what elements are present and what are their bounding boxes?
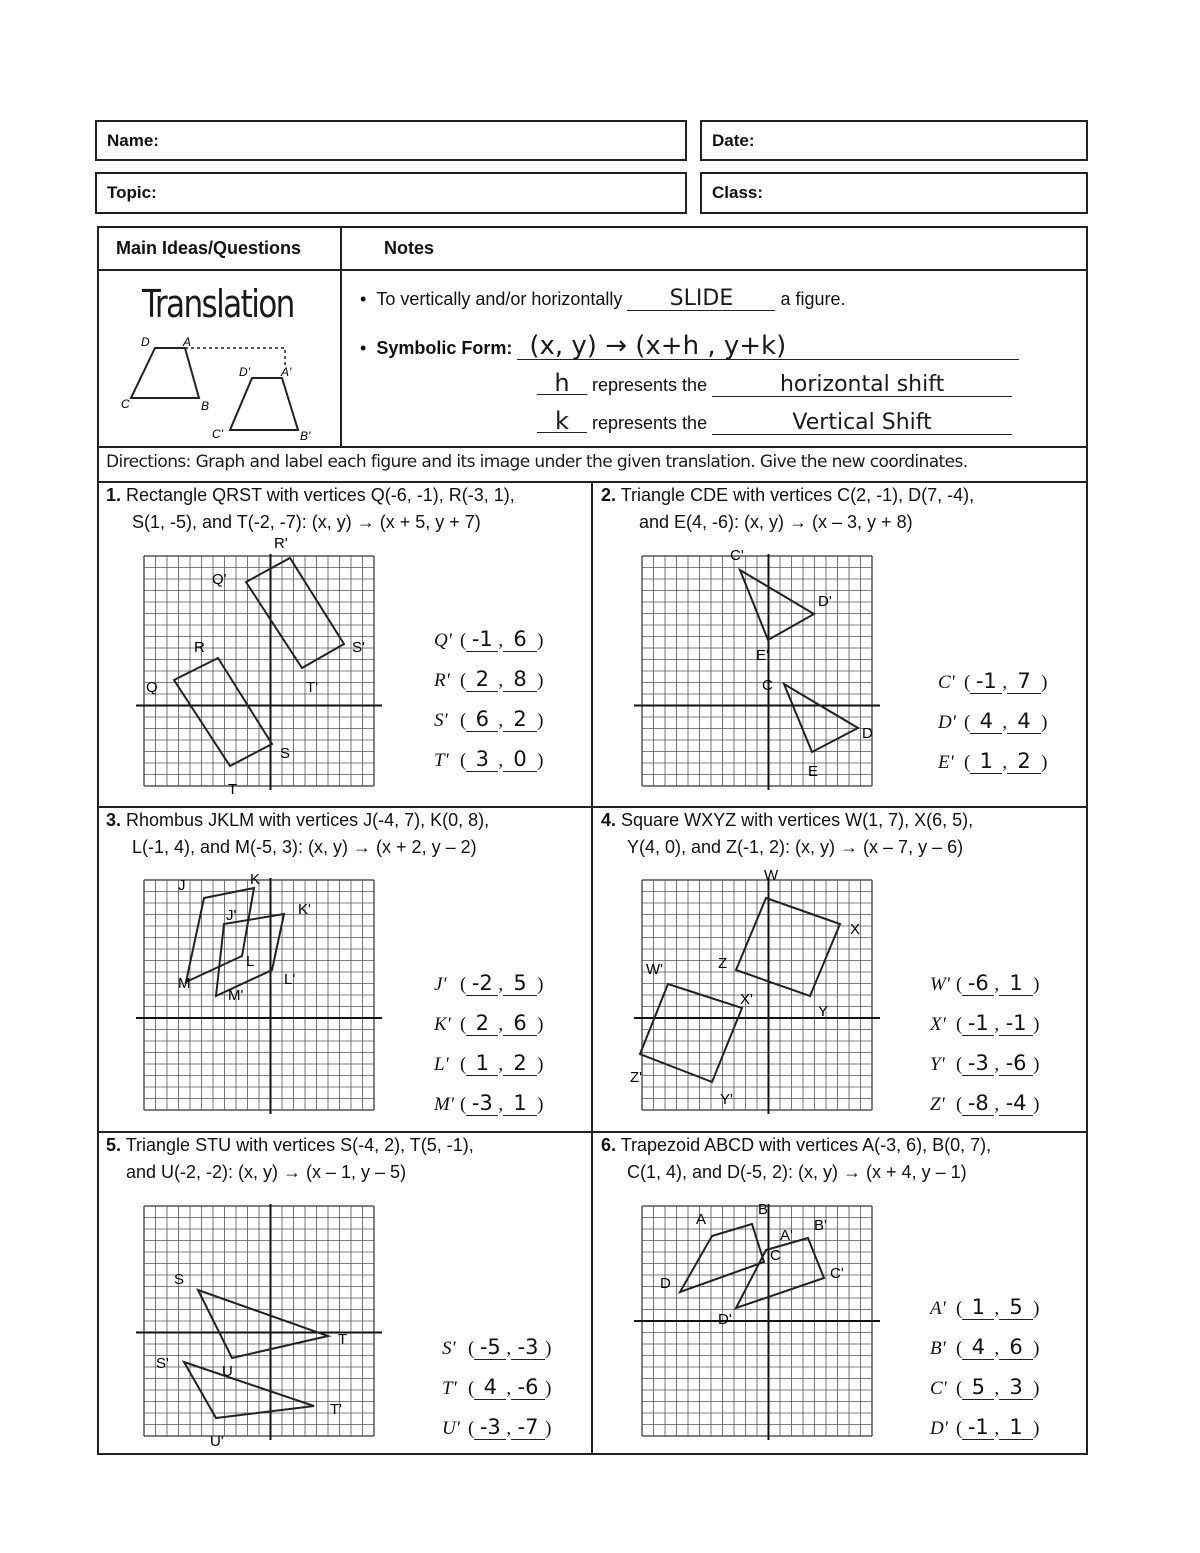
h-answer: horizontal shift — [712, 374, 1012, 397]
answer-y[interactable]: 5 — [999, 1295, 1033, 1320]
rect-QRST — [174, 658, 272, 766]
problem-4-figures — [632, 858, 882, 1128]
name-label: Name: — [107, 131, 159, 150]
p4-label-Y: Y — [818, 1003, 829, 1020]
answer-row: Y' ( -3 , -6 ) — [930, 1051, 1040, 1075]
class-field[interactable] — [700, 172, 1088, 214]
p2-label-C: C — [762, 677, 773, 694]
answer-y[interactable]: 0 — [503, 747, 537, 772]
p2-label-C-prime: C' — [730, 547, 744, 564]
problem-5-line1: Triangle STU with vertices S(-4, 2), T(5, -1), — [125, 1135, 474, 1155]
tri-CDE-prime — [740, 570, 814, 640]
bullet-1: • To vertically and/or horizontally SLIDE a figure. — [360, 286, 846, 311]
answer-x[interactable]: -3 — [466, 1091, 498, 1116]
answer-label: K' — [434, 1014, 451, 1035]
answer-y[interactable]: 6 — [503, 1011, 537, 1036]
date-label: Date: — [712, 131, 755, 150]
answer-row: B' ( 4 , 6 ) — [930, 1335, 1040, 1359]
problem-6-answers — [930, 1280, 1039, 1440]
p3-label-J-prime: J' — [226, 907, 237, 924]
p6-label-D-prime: D' — [718, 1311, 732, 1328]
problem-5-figures — [134, 1184, 384, 1454]
bullet1-post: a figure. — [780, 289, 846, 309]
p3-label-K: K — [250, 871, 261, 888]
answer-label: R' — [434, 670, 450, 691]
p5-label-U: U — [222, 1363, 233, 1380]
answer-x[interactable]: 5 — [962, 1375, 994, 1400]
answer-row: X' ( -1 , -1 ) — [930, 1011, 1040, 1035]
answer-y[interactable]: 6 — [503, 627, 537, 652]
symbolic-form-answer: (x, y) → (x+h , y+k) — [517, 333, 1019, 360]
answer-label: Y' — [930, 1054, 945, 1075]
class-label: Class: — [712, 183, 764, 202]
answer-y[interactable]: -1 — [999, 1011, 1033, 1036]
answer-y[interactable]: 3 — [999, 1375, 1033, 1400]
problem-3-figures — [134, 858, 384, 1128]
p3-label-K-prime: K' — [298, 901, 311, 918]
name-field[interactable] — [95, 120, 687, 161]
fig-label-D: D — [141, 335, 150, 349]
problem-5-number: 5. — [106, 1135, 122, 1155]
problem-2-line1: Triangle CDE with vertices C(2, -1), D(7, -4), — [620, 485, 975, 505]
answer-label: S' — [434, 710, 448, 731]
problem-4-line2: Y(4, 0), and Z(-1, 2): (x, y) → (x – 7, y – 6) — [627, 837, 964, 857]
p4-label-W: W — [764, 867, 779, 884]
problem-5-answers — [442, 1320, 551, 1440]
p4-label-X-prime: X' — [740, 991, 753, 1008]
p6-label-D: D — [660, 1275, 671, 1292]
translation-dashed-arrow — [185, 348, 285, 366]
h-text: represents the — [592, 375, 708, 395]
answer-x[interactable]: 1 — [962, 1295, 994, 1320]
k-variable: k — [537, 410, 587, 433]
answer-row: C' ( -1 , 7 ) — [938, 669, 1048, 693]
answer-x[interactable]: 4 — [962, 1335, 994, 1360]
p6-label-B-prime: B' — [814, 1217, 827, 1234]
answer-y[interactable]: 7 — [1007, 669, 1041, 694]
tri-CDE — [784, 684, 858, 752]
p1-label-S-prime: S' — [352, 639, 365, 656]
col1-header: Main Ideas/Questions — [116, 238, 302, 258]
p5-label-S-prime: S' — [156, 1355, 169, 1372]
answer-label: D' — [930, 1418, 948, 1439]
answer-x[interactable]: 4 — [970, 709, 1002, 734]
p5-label-T-prime: T' — [330, 1401, 343, 1418]
answer-x[interactable]: 6 — [466, 707, 498, 732]
p1-label-T: T — [228, 781, 238, 798]
answer-y[interactable]: -4 — [999, 1091, 1033, 1116]
answer-row: K' ( 2 , 6 ) — [434, 1011, 544, 1035]
answer-y[interactable]: -7 — [511, 1415, 545, 1440]
p1-label-T-prime: T' — [306, 679, 319, 696]
p3-label-L: L — [246, 953, 255, 970]
p3-label-M-prime: M' — [228, 987, 244, 1004]
p3-label-M: M — [178, 975, 191, 992]
p3-label-J: J — [178, 877, 186, 894]
answer-label: Z' — [930, 1094, 945, 1115]
answer-x[interactable]: -1 — [466, 627, 498, 652]
square-WXYZ — [736, 898, 840, 996]
trapezoid-image — [230, 378, 298, 430]
problem-1-figures — [134, 530, 384, 800]
answer-label: W' — [930, 974, 950, 995]
h-line — [537, 369, 1012, 397]
answer-y[interactable]: 1 — [503, 1091, 537, 1116]
fig-label-A-prime: A' — [281, 365, 292, 379]
bullet1-answer: SLIDE — [627, 288, 775, 311]
rule-col-notes — [340, 226, 342, 447]
answer-y[interactable]: 1 — [999, 971, 1033, 996]
answer-label: T' — [442, 1378, 457, 1399]
h-variable: h — [537, 372, 587, 395]
answer-y[interactable]: 8 — [503, 667, 537, 692]
problem-2-number: 2. — [601, 485, 617, 505]
answer-row: Q' ( -1 , 6 ) — [434, 627, 544, 651]
p6-label-B: B — [758, 1201, 769, 1218]
trapezoid-original — [131, 348, 199, 398]
col2-header: Notes — [384, 238, 435, 258]
answer-label: U' — [442, 1418, 460, 1439]
answer-label: X' — [930, 1014, 946, 1035]
answer-y[interactable]: -6 — [511, 1375, 545, 1400]
problem-6-number: 6. — [601, 1135, 617, 1155]
fig-label-B-prime: B' — [300, 429, 311, 443]
p4-label-X: X — [850, 921, 861, 938]
problem-1-number: 1. — [106, 485, 122, 505]
answer-row: S' ( 6 , 2 ) — [434, 707, 544, 731]
answer-x[interactable]: 2 — [466, 667, 498, 692]
p6-label-C: C — [770, 1247, 781, 1264]
answer-row: C' ( 5 , 3 ) — [930, 1375, 1040, 1399]
p1-label-Q-prime: Q' — [212, 571, 227, 588]
p4-label-W-prime: W' — [646, 961, 664, 978]
answer-x[interactable]: -1 — [970, 669, 1002, 694]
answer-x[interactable]: -1 — [962, 1011, 994, 1036]
problem-4-prompt — [601, 807, 973, 861]
answer-label: Q' — [434, 630, 452, 651]
p2-label-D-prime: D' — [818, 593, 832, 610]
problem-3-answers — [434, 956, 543, 1116]
p6-label-A-prime: A' — [780, 1227, 793, 1244]
answer-row: D' ( -1 , 1 ) — [930, 1415, 1040, 1439]
answer-x[interactable]: -6 — [962, 971, 994, 996]
answer-y[interactable]: 5 — [503, 971, 537, 996]
answer-x[interactable]: -2 — [466, 971, 498, 996]
problem-6-prompt — [601, 1132, 991, 1186]
p2-label-D: D — [862, 725, 873, 742]
answer-row: A' ( 1 , 5 ) — [930, 1295, 1040, 1319]
square-WXYZ-prime — [640, 984, 742, 1082]
answer-y[interactable]: 1 — [999, 1415, 1033, 1440]
answer-x[interactable]: -3 — [962, 1051, 994, 1076]
problem-1-prompt — [106, 482, 515, 536]
topic-label: Topic: — [107, 183, 157, 202]
problem-2-line2: and E(4, -6): (x, y) → (x – 3, y + 8) — [639, 512, 913, 532]
k-line — [537, 407, 1012, 435]
answer-row: M' ( -3 , 1 ) — [434, 1091, 544, 1115]
fig-label-C: C — [121, 397, 130, 411]
p1-label-R-prime: R' — [274, 535, 288, 552]
rule-header — [97, 269, 1088, 271]
answer-label: A' — [930, 1298, 946, 1319]
p1-label-R: R — [194, 639, 205, 656]
p2-label-E-prime: E' — [756, 647, 769, 664]
bullet-2: • Symbolic Form: (x, y) → (x+h , y+k) — [360, 333, 1019, 360]
fig-label-B: B — [201, 399, 210, 413]
problem-1-line1: Rectangle QRST with vertices Q(-6, -1), R(-3, 1), — [126, 485, 515, 505]
problem-6-line2: C(1, 4), and D(-5, 2): (x, y) → (x + 4, y – 1) — [627, 1162, 967, 1182]
problem-3-line1: Rhombus JKLM with vertices J(-4, 7), K(0, 8), — [126, 810, 490, 830]
answer-row: W' ( -6 , 1 ) — [930, 971, 1040, 995]
answer-row: R' ( 2 , 8 ) — [434, 667, 544, 691]
problem-2-prompt — [601, 482, 974, 536]
answer-label: J' — [434, 974, 447, 995]
answer-y[interactable]: 2 — [503, 1051, 537, 1076]
problem-5-line2: and U(-2, -2): (x, y) → (x – 1, y – 5) — [126, 1162, 407, 1182]
answer-x[interactable]: -1 — [962, 1415, 994, 1440]
answer-y[interactable]: 6 — [999, 1335, 1033, 1360]
directions: Directions: Graph and label each figure and its image under the given translation. Give the new coordinates. — [106, 452, 968, 472]
fig-label-A: A — [183, 335, 192, 349]
topic-field[interactable] — [95, 172, 687, 214]
k-answer: Vertical Shift — [712, 412, 1012, 435]
answer-label: D' — [938, 712, 956, 733]
problem-6-figures — [632, 1184, 882, 1454]
answer-label: C' — [938, 672, 955, 693]
answer-x[interactable]: 1 — [970, 749, 1002, 774]
answer-x[interactable]: 2 — [466, 1011, 498, 1036]
answer-label: S' — [442, 1338, 456, 1359]
date-field[interactable] — [700, 120, 1088, 161]
p5-label-T: T — [338, 1331, 348, 1348]
bullet2-label: Symbolic Form: — [376, 338, 513, 358]
trap-ABCD — [680, 1224, 764, 1292]
answer-label: C' — [930, 1378, 947, 1399]
p6-label-A: A — [696, 1211, 707, 1228]
answer-y[interactable]: 2 — [1007, 749, 1041, 774]
problem-2-answers — [938, 654, 1047, 774]
problem-4-answers — [930, 956, 1039, 1116]
answer-label: M' — [434, 1094, 454, 1115]
problem-6-line1: Trapezoid ABCD with vertices A(-3, 6), B(0, 7), — [620, 1135, 992, 1155]
answer-x[interactable]: -5 — [474, 1335, 506, 1360]
problem-4-line1: Square WXYZ with vertices W(1, 7), X(6, 5), — [621, 810, 974, 830]
trapezoid-figure — [115, 332, 330, 444]
answer-x[interactable]: 4 — [474, 1375, 506, 1400]
problem-5-prompt — [106, 1132, 474, 1186]
problem-3-line2: L(-1, 4), and M(-5, 3): (x, y) → (x + 2, y – 2) — [132, 837, 477, 857]
p4-label-Y-prime: Y' — [720, 1091, 733, 1108]
answer-label: B' — [930, 1338, 946, 1359]
k-text: represents the — [592, 413, 708, 433]
problem-1-answers — [434, 612, 543, 772]
answer-row: T' ( 4 , -6 ) — [442, 1375, 552, 1399]
answer-row: S' ( -5 , -3 ) — [442, 1335, 552, 1359]
p6-label-C-prime: C' — [830, 1265, 844, 1282]
p4-label-Z: Z — [718, 955, 728, 972]
p2-label-E: E — [808, 763, 819, 780]
p3-label-L-prime: L' — [284, 971, 296, 988]
answer-x[interactable]: -3 — [474, 1415, 506, 1440]
answer-row: Z' ( -8 , -4 ) — [930, 1091, 1040, 1115]
problem-2-figures — [632, 530, 882, 800]
p1-label-Q: Q — [146, 679, 158, 696]
fig-label-D-prime: D' — [239, 365, 250, 379]
answer-row: L' ( 1 , 2 ) — [434, 1051, 544, 1075]
answer-label: L' — [434, 1054, 449, 1075]
p5-label-S: S — [174, 1271, 185, 1288]
answer-y[interactable]: -6 — [999, 1051, 1033, 1076]
answer-label: E' — [938, 752, 954, 773]
answer-y[interactable]: 4 — [1007, 709, 1041, 734]
answer-row: U' ( -3 , -7 ) — [442, 1415, 552, 1439]
rect-QRST-prime — [246, 558, 344, 668]
answer-row: J' ( -2 , 5 ) — [434, 971, 544, 995]
answer-y[interactable]: -3 — [511, 1335, 545, 1360]
fig-label-C-prime: C' — [212, 427, 223, 441]
problem-3-number: 3. — [106, 810, 122, 830]
answer-row: D' ( 4 , 4 ) — [938, 709, 1048, 733]
rule-col-problems — [591, 481, 593, 1455]
answer-x[interactable]: -8 — [962, 1091, 994, 1116]
answer-y[interactable]: 2 — [503, 707, 537, 732]
p4-label-Z-prime: Z' — [630, 1069, 643, 1086]
answer-x[interactable]: 3 — [466, 747, 498, 772]
rule-notes — [97, 446, 1088, 448]
answer-label: T' — [434, 750, 449, 771]
tri-STU — [198, 1290, 328, 1358]
bullet1-pre: To vertically and/or horizontally — [376, 289, 623, 309]
problem-4-number: 4. — [601, 810, 617, 830]
problem-1-line2: S(1, -5), and T(-2, -7): (x, y) → (x + 5, y + 7) — [132, 512, 481, 532]
main-idea-title: Translation — [142, 282, 294, 326]
answer-row: E' ( 1 , 2 ) — [938, 749, 1048, 773]
answer-x[interactable]: 1 — [466, 1051, 498, 1076]
problem-3-prompt — [106, 807, 489, 861]
p5-label-U-prime: U' — [210, 1433, 224, 1450]
answer-row: T' ( 3 , 0 ) — [434, 747, 544, 771]
p1-label-S: S — [280, 745, 291, 762]
tri-STU-prime — [184, 1362, 314, 1418]
